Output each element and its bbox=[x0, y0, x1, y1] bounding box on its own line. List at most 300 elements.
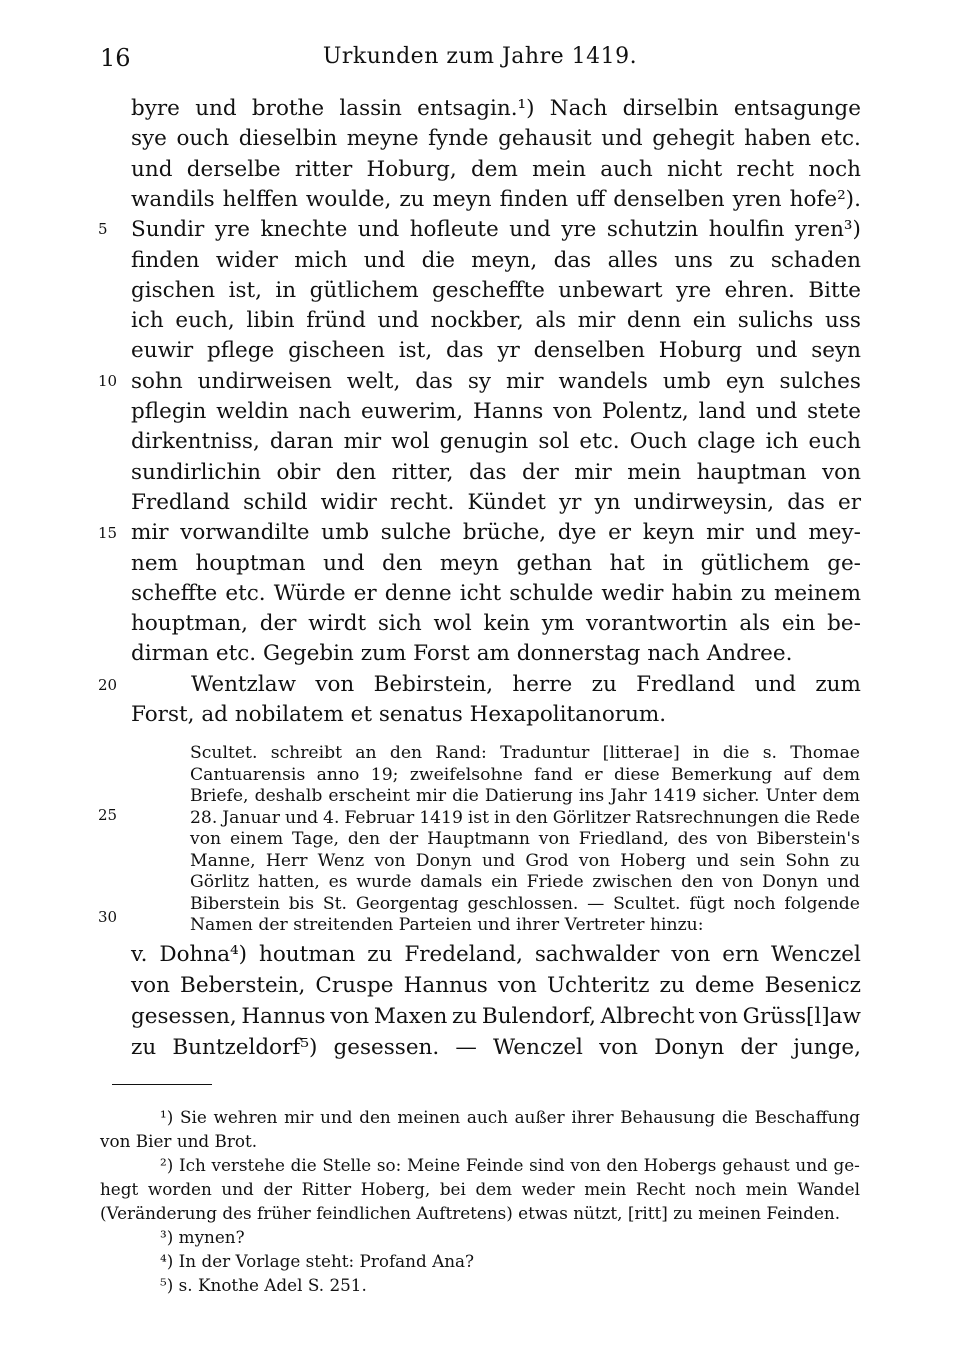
word: denne bbox=[384, 580, 452, 606]
word: ⁵) bbox=[160, 1275, 174, 1295]
word: ouch bbox=[176, 126, 230, 152]
word: gütlichem bbox=[700, 550, 810, 576]
word: von bbox=[599, 1035, 639, 1060]
word: gischen bbox=[131, 277, 216, 303]
text-line bbox=[100, 1225, 860, 1249]
word: brüche, bbox=[462, 520, 547, 546]
word: der bbox=[522, 459, 559, 485]
word: den bbox=[347, 829, 381, 849]
word: ritter bbox=[294, 156, 353, 182]
word: nockber, bbox=[430, 308, 524, 334]
word: Bemerkung bbox=[671, 764, 773, 785]
word: gesessen, bbox=[131, 1004, 237, 1029]
text-line bbox=[100, 1201, 860, 1225]
word: bei bbox=[439, 1179, 466, 1199]
word: Hannus bbox=[241, 1004, 326, 1029]
word: Bebirstein, bbox=[373, 671, 494, 697]
word: ich bbox=[131, 308, 164, 334]
word: Ouch bbox=[629, 429, 688, 455]
word: eyn bbox=[725, 368, 765, 394]
word: finden bbox=[499, 186, 569, 212]
word: Ratsrechnungen bbox=[635, 807, 780, 828]
text-line bbox=[190, 742, 860, 764]
word: nach bbox=[647, 641, 700, 667]
word: pflegin bbox=[131, 399, 207, 424]
word: in bbox=[275, 277, 297, 303]
word: von bbox=[330, 1004, 370, 1029]
word: Februar bbox=[344, 807, 415, 828]
word: Parteien bbox=[398, 915, 472, 935]
word: zwischen bbox=[592, 872, 673, 892]
word: meyn bbox=[432, 186, 492, 212]
word: Fredland bbox=[636, 671, 736, 697]
word: der bbox=[258, 915, 288, 935]
word: Jahr bbox=[610, 786, 647, 806]
word: libin bbox=[246, 308, 295, 334]
text-line bbox=[131, 215, 861, 245]
word: und bbox=[320, 1107, 353, 1127]
word: denselben bbox=[613, 186, 725, 212]
word: yr bbox=[558, 489, 582, 515]
word: Januar bbox=[222, 807, 281, 828]
word: yr bbox=[497, 338, 520, 364]
word: fynde bbox=[428, 126, 489, 152]
word: be- bbox=[827, 611, 861, 637]
word: meyn bbox=[439, 550, 499, 576]
word: streitenden bbox=[293, 915, 394, 935]
word: mir bbox=[343, 429, 382, 455]
word: den bbox=[389, 743, 423, 763]
word: Dohna⁴) bbox=[159, 942, 248, 967]
word: 1419 bbox=[419, 807, 463, 828]
word: die bbox=[421, 247, 455, 273]
word: Fredland bbox=[131, 489, 230, 515]
word: ist bbox=[467, 807, 490, 828]
word: die bbox=[452, 786, 479, 806]
word: In bbox=[178, 1251, 197, 1271]
word: Georgentag bbox=[355, 893, 459, 914]
word: yn bbox=[594, 489, 621, 515]
word: das bbox=[468, 459, 507, 485]
word: Polentz, bbox=[601, 399, 689, 424]
text-line bbox=[131, 155, 861, 185]
text-line bbox=[100, 1105, 860, 1129]
text-line bbox=[131, 124, 861, 154]
word: der bbox=[259, 611, 297, 637]
text-line bbox=[131, 639, 861, 669]
word: auch bbox=[466, 1107, 508, 1127]
word: wol bbox=[433, 611, 472, 637]
word: etc. bbox=[215, 641, 257, 667]
word: etc. bbox=[579, 429, 620, 455]
word: gescheffte bbox=[432, 277, 545, 303]
word: — bbox=[587, 893, 605, 914]
word: hofleute bbox=[409, 217, 499, 243]
word: undirweisen bbox=[197, 368, 332, 394]
word: fand bbox=[534, 764, 573, 785]
word: knechte bbox=[260, 217, 348, 243]
word: das bbox=[553, 247, 592, 273]
word: gehausit bbox=[498, 126, 592, 152]
word: denn bbox=[626, 308, 682, 334]
word: und bbox=[363, 247, 406, 273]
word: hofe²). bbox=[789, 186, 861, 212]
word: sind bbox=[529, 1155, 565, 1175]
line-number-20: 20 bbox=[98, 676, 118, 694]
word: Hoburg bbox=[658, 338, 743, 364]
text-line bbox=[131, 670, 861, 700]
word: nützt, bbox=[573, 1203, 623, 1223]
word: ³) bbox=[160, 1227, 174, 1247]
word: wedir bbox=[601, 580, 664, 606]
word: damals bbox=[420, 872, 483, 892]
word: yren bbox=[732, 186, 782, 212]
word: keyn bbox=[642, 520, 695, 546]
word: kein bbox=[483, 611, 530, 637]
word: das bbox=[415, 368, 453, 394]
word: uss bbox=[824, 308, 861, 334]
word: entsagunge bbox=[733, 96, 861, 121]
word: dye bbox=[557, 520, 597, 546]
word: lassin bbox=[339, 96, 402, 121]
word: Rand: bbox=[435, 743, 487, 763]
word: Maxen bbox=[373, 1004, 448, 1029]
word: Cruspe bbox=[315, 973, 394, 998]
word: recht bbox=[736, 156, 795, 182]
word: s. bbox=[762, 743, 777, 763]
word: nobilatem bbox=[234, 702, 344, 727]
word: Beschaffung bbox=[754, 1107, 860, 1127]
word: mir bbox=[505, 368, 544, 394]
word: zu bbox=[131, 1035, 157, 1060]
word: uff bbox=[576, 186, 606, 212]
word: es bbox=[328, 872, 348, 892]
word: meinem bbox=[774, 580, 861, 606]
word: Beberstein, bbox=[180, 973, 306, 998]
word: dirselbin bbox=[622, 96, 719, 121]
text-line bbox=[131, 549, 861, 579]
word: mynen? bbox=[178, 1227, 245, 1247]
word: undirweysin, bbox=[633, 489, 775, 515]
word: Traduntur bbox=[500, 743, 590, 763]
word: donnerstag bbox=[516, 641, 641, 667]
running-title: Urkunden zum Jahre 1419. bbox=[322, 44, 638, 69]
word: des bbox=[677, 829, 708, 849]
word: von bbox=[671, 942, 711, 967]
word: dem bbox=[475, 1179, 513, 1199]
word: 19; bbox=[370, 764, 399, 785]
word: genugin bbox=[439, 429, 529, 455]
word: Tage, bbox=[291, 829, 339, 849]
word: Hobergs bbox=[643, 1155, 717, 1175]
word: zu bbox=[659, 973, 685, 998]
word: mir bbox=[131, 520, 169, 546]
word: helffen bbox=[222, 186, 298, 212]
text-line bbox=[131, 367, 861, 397]
word: ich bbox=[765, 429, 799, 455]
word: clage bbox=[697, 429, 756, 455]
word: brothe bbox=[251, 96, 325, 121]
word: den bbox=[382, 550, 423, 576]
word: auf bbox=[783, 764, 812, 785]
word: in bbox=[662, 550, 684, 576]
word: gethan bbox=[516, 550, 593, 576]
word: haben bbox=[744, 126, 812, 152]
word: zu bbox=[452, 1004, 478, 1029]
word: ihrer bbox=[571, 1107, 614, 1127]
word: wehren bbox=[213, 1107, 278, 1127]
word: und bbox=[755, 338, 798, 364]
word: schaden bbox=[770, 247, 861, 273]
word: sachwalder bbox=[534, 942, 660, 967]
word: ein bbox=[692, 308, 727, 334]
word: und bbox=[696, 850, 730, 871]
word: euwir bbox=[131, 338, 194, 364]
word: worden bbox=[147, 1179, 212, 1199]
word: gehegit bbox=[652, 126, 735, 152]
word: obir bbox=[276, 459, 321, 485]
word: welt, bbox=[346, 368, 401, 394]
word: Sie bbox=[180, 1107, 207, 1127]
word: yre bbox=[561, 217, 597, 243]
word: ²) bbox=[160, 1155, 174, 1175]
text-line bbox=[100, 1177, 860, 1201]
text-line bbox=[131, 700, 861, 730]
word: Wenz bbox=[317, 850, 365, 871]
word: zu bbox=[367, 942, 393, 967]
word: noch bbox=[808, 156, 861, 182]
word: Würde bbox=[273, 580, 346, 606]
word: mey- bbox=[808, 520, 861, 546]
word: Thomae bbox=[790, 743, 860, 763]
text-line bbox=[100, 1273, 860, 1297]
word: [litterae] bbox=[602, 743, 680, 763]
word: dem bbox=[470, 156, 518, 182]
word: die bbox=[722, 743, 750, 763]
word: wirdt bbox=[308, 611, 367, 637]
word: er bbox=[837, 489, 861, 515]
text-line bbox=[190, 828, 860, 850]
word: mein bbox=[584, 1179, 627, 1199]
text-line bbox=[131, 1002, 861, 1032]
word: ad bbox=[201, 702, 228, 727]
word: von bbox=[131, 973, 170, 998]
word: s. bbox=[178, 1275, 193, 1295]
text-line bbox=[190, 764, 860, 786]
word: und bbox=[357, 217, 400, 243]
word: ge- bbox=[827, 550, 861, 576]
word: die bbox=[721, 1107, 748, 1127]
word: von bbox=[374, 850, 406, 871]
word: Ritter bbox=[301, 1179, 352, 1199]
word: von bbox=[722, 872, 754, 892]
word: habin bbox=[671, 580, 733, 606]
word: und bbox=[755, 399, 798, 424]
line-number-5: 5 bbox=[98, 220, 108, 238]
word: Hoberg bbox=[620, 850, 686, 871]
word: wandels bbox=[558, 368, 648, 394]
word: von bbox=[716, 829, 748, 849]
word: von bbox=[497, 973, 537, 998]
word: Friede bbox=[526, 872, 584, 892]
word: sohn bbox=[131, 368, 183, 394]
word: Namen bbox=[190, 915, 253, 935]
word: Bier bbox=[135, 1131, 172, 1151]
word: widir bbox=[320, 489, 377, 515]
word: den bbox=[515, 807, 548, 828]
word: Gegebin bbox=[262, 641, 354, 667]
word: Briefe, bbox=[190, 786, 249, 806]
word: Feinde bbox=[465, 1155, 524, 1175]
word: hinzu: bbox=[649, 915, 704, 935]
word: weldin bbox=[216, 399, 289, 424]
word: 4. bbox=[323, 807, 340, 828]
word: — bbox=[455, 1035, 477, 1060]
word: Kündet bbox=[467, 489, 546, 515]
word: herre bbox=[512, 671, 573, 697]
word: zu bbox=[591, 671, 617, 697]
word: hegt bbox=[100, 1179, 139, 1199]
word: den bbox=[359, 1107, 391, 1127]
text-line bbox=[131, 427, 861, 457]
word: Grod bbox=[525, 850, 569, 871]
word: in bbox=[494, 807, 511, 828]
word: schreibt bbox=[270, 743, 342, 763]
word: Scultet. bbox=[613, 893, 681, 914]
text-line bbox=[190, 914, 860, 936]
word: meinen bbox=[698, 1203, 762, 1223]
word: recht. bbox=[389, 489, 455, 515]
word: Ana? bbox=[432, 1251, 475, 1271]
word: deme bbox=[694, 973, 755, 998]
word: und bbox=[377, 308, 419, 334]
word: als bbox=[739, 611, 771, 637]
word: schild bbox=[243, 489, 308, 515]
word: sulichs bbox=[737, 308, 814, 334]
word: Wenczel bbox=[493, 1035, 583, 1060]
word: houptman, bbox=[131, 611, 248, 637]
word: einem bbox=[229, 829, 284, 849]
text-line bbox=[190, 871, 860, 893]
text-line bbox=[131, 397, 861, 427]
text-line bbox=[131, 246, 861, 276]
word: ins bbox=[578, 786, 605, 806]
word: weder bbox=[521, 1179, 575, 1199]
word: und bbox=[795, 1155, 828, 1175]
word: sein bbox=[739, 850, 776, 871]
word: S. bbox=[307, 1275, 325, 1295]
text-line bbox=[190, 807, 860, 829]
word: etc. bbox=[225, 580, 266, 606]
word: und bbox=[195, 96, 237, 121]
word: Cantuarensis bbox=[190, 764, 306, 785]
word: denselben bbox=[533, 338, 645, 364]
word: houlfin bbox=[708, 217, 785, 243]
word: unbewart bbox=[558, 277, 663, 303]
word: nach bbox=[298, 399, 352, 424]
text-line bbox=[131, 971, 861, 1001]
word: gesessen. bbox=[333, 1035, 440, 1060]
word: 28. bbox=[190, 807, 218, 828]
word: Friedland, bbox=[578, 829, 669, 849]
word: sicher. bbox=[702, 786, 760, 806]
word: Hannus bbox=[403, 973, 488, 998]
text-line bbox=[131, 609, 861, 639]
word: von bbox=[821, 459, 861, 485]
text-line bbox=[131, 518, 861, 548]
word: und bbox=[509, 217, 551, 243]
word: sulche bbox=[380, 520, 452, 546]
word: und bbox=[284, 807, 319, 828]
word: mein bbox=[627, 459, 682, 485]
word: umb bbox=[321, 520, 370, 546]
word: geschlossen. bbox=[467, 893, 579, 914]
text-line bbox=[131, 276, 861, 306]
word: meyn, bbox=[471, 247, 538, 273]
word: und bbox=[477, 915, 511, 935]
word: Biberstein bbox=[190, 893, 280, 914]
word: und bbox=[323, 550, 365, 576]
word: von bbox=[553, 399, 593, 424]
word: Hoberg, bbox=[360, 1179, 431, 1199]
word: den bbox=[606, 1155, 638, 1175]
text-line bbox=[190, 893, 860, 915]
word: fügt bbox=[689, 893, 725, 914]
word: verstehe bbox=[211, 1155, 285, 1175]
word: das bbox=[787, 489, 825, 515]
word: etc. bbox=[820, 126, 861, 152]
word: der bbox=[263, 1179, 293, 1199]
word: Donyn bbox=[415, 850, 472, 871]
word: yren³) bbox=[794, 217, 861, 243]
word: Wenczel bbox=[771, 942, 861, 967]
word: von bbox=[578, 850, 611, 871]
word: daran bbox=[269, 429, 334, 455]
word: von bbox=[570, 1155, 601, 1175]
word: Profand bbox=[359, 1251, 427, 1271]
word: mir bbox=[416, 786, 447, 806]
word: mir bbox=[706, 520, 744, 546]
word: nem bbox=[131, 550, 178, 576]
word: (Veränderung bbox=[100, 1203, 217, 1223]
word: pflege bbox=[206, 338, 275, 364]
word: mein bbox=[745, 1179, 788, 1199]
word: feindlichen bbox=[316, 1203, 411, 1223]
word: byre bbox=[131, 96, 180, 121]
word: noch bbox=[694, 1179, 737, 1199]
word: sich bbox=[377, 611, 422, 637]
word: und bbox=[482, 850, 516, 871]
word: Stelle bbox=[322, 1155, 372, 1175]
word: euwerim, bbox=[361, 399, 464, 424]
word: folgende bbox=[784, 893, 860, 914]
text-line bbox=[131, 488, 861, 518]
word: dirkentniss, bbox=[131, 429, 260, 455]
word: der bbox=[201, 1251, 231, 1271]
word: Nach bbox=[549, 96, 608, 121]
text-line bbox=[131, 458, 861, 488]
word: diese bbox=[613, 764, 660, 785]
word: gehaust bbox=[722, 1155, 790, 1175]
word: ym bbox=[541, 611, 575, 637]
word: am bbox=[476, 641, 510, 667]
word: houtman bbox=[258, 942, 356, 967]
word: seyn bbox=[811, 338, 861, 364]
page-number: 16 bbox=[100, 44, 131, 72]
text-line bbox=[100, 1129, 860, 1153]
word: v. bbox=[131, 942, 148, 967]
word: Hanns bbox=[472, 399, 544, 424]
